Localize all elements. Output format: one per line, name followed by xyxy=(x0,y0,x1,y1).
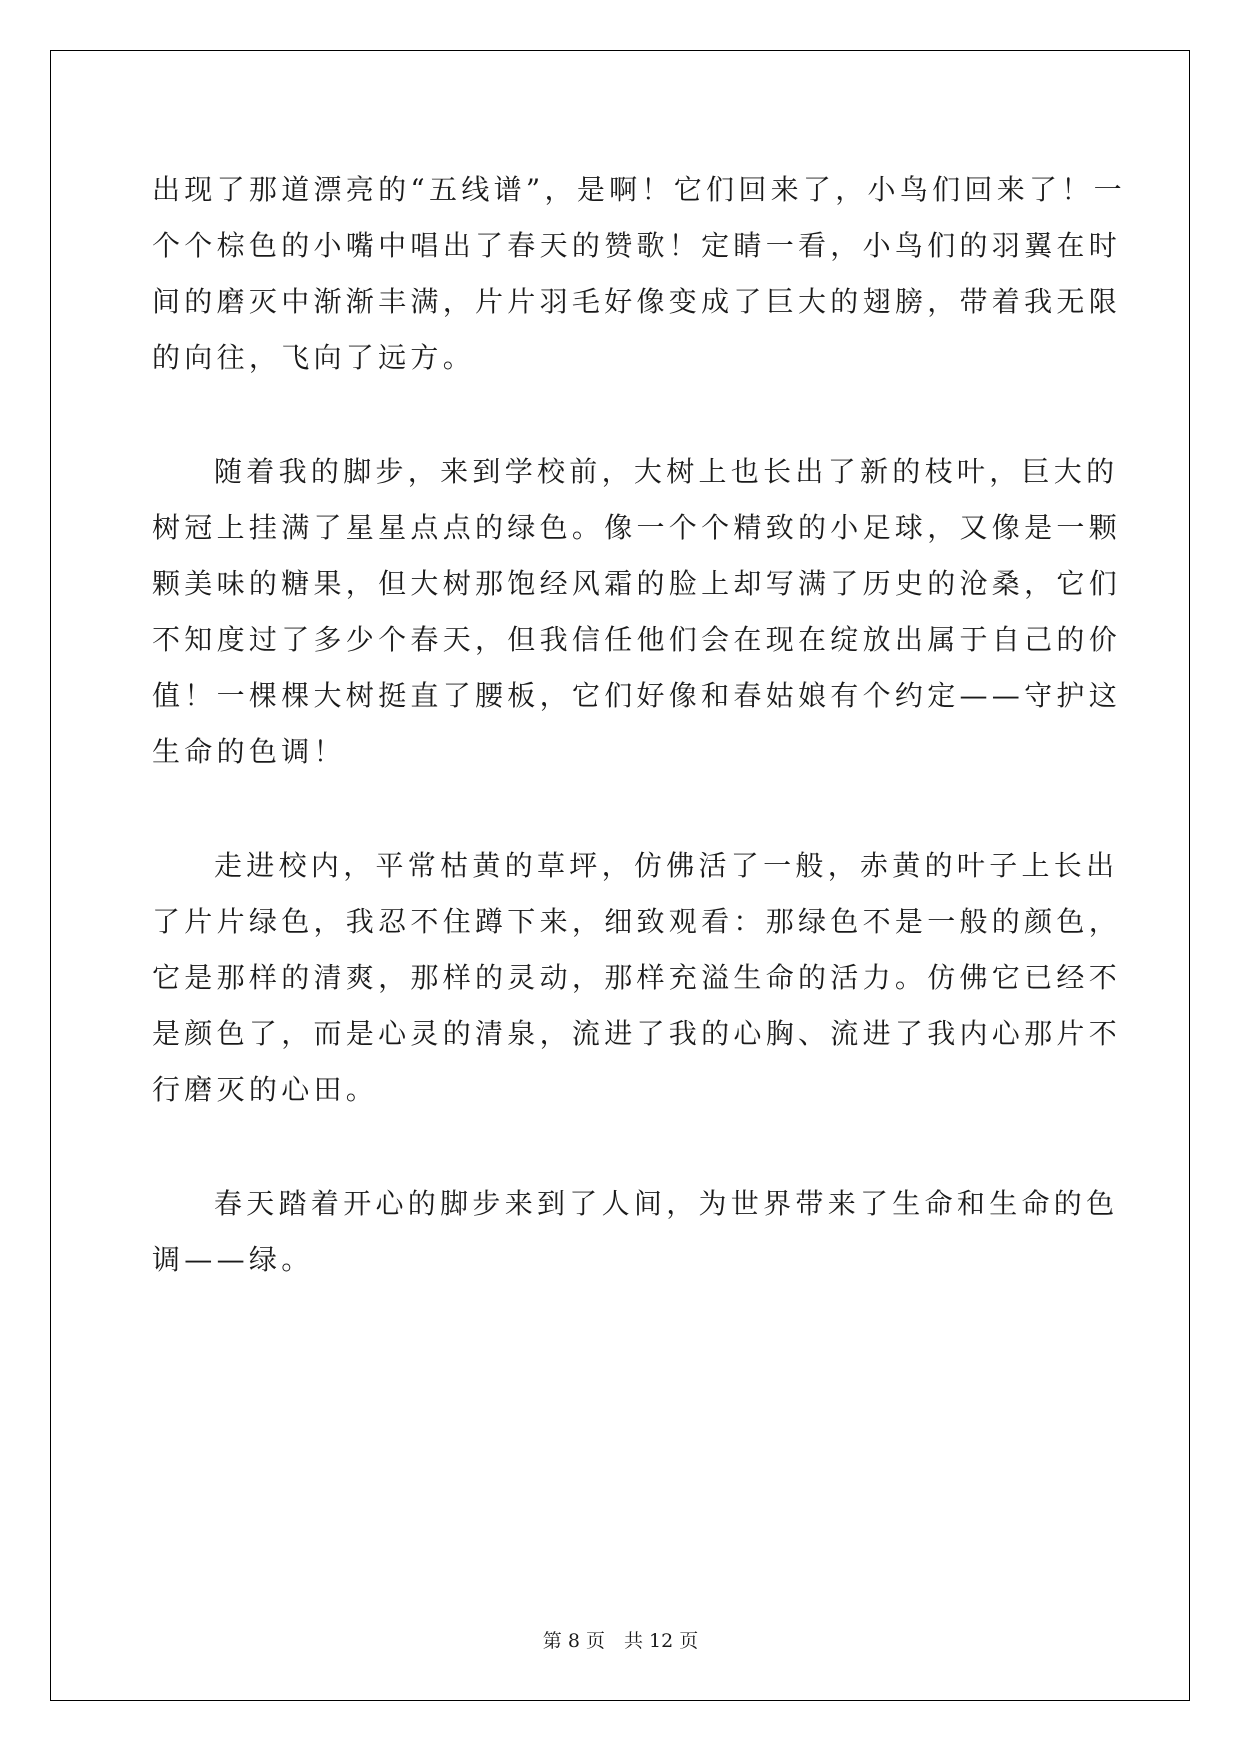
text-line: 间的磨灭中渐渐丰满，片片羽毛好像变成了巨大的翅膀，带着我无限 xyxy=(152,285,1122,318)
page-number-footer: 第 8 页 共 12 页 xyxy=(542,1630,699,1652)
text-line: 行磨灭的心田。 xyxy=(152,1073,379,1106)
text-line: 是颜色了，而是心灵的清泉，流进了我的心胸、流进了我内心那片不 xyxy=(152,1017,1122,1050)
text-line: 了片片绿色，我忍不住蹲下来，细致观看：那绿色不是一般的颜色， xyxy=(152,905,1122,938)
text-line: 它是那样的清爽，那样的灵动，那样充溢生命的活力。仿佛它已经不 xyxy=(152,961,1122,994)
text-line: 树冠上挂满了星星点点的绿色。像一个个精致的小足球，又像是一颗 xyxy=(152,511,1122,544)
text-line: 调——绿。 xyxy=(152,1243,314,1276)
text-line: 不知度过了多少个春天，但我信任他们会在现在绽放出属于自己的价 xyxy=(152,623,1122,656)
text-line: 值！一棵棵大树挺直了腰板，它们好像和春姑娘有个约定——守护这 xyxy=(152,679,1122,712)
text-line: 生命的色调！ xyxy=(152,735,346,768)
text-line: 随着我的脚步，来到学校前，大树上也长出了新的枝叶，巨大的 xyxy=(214,455,1119,488)
text-line: 颗美味的糖果，但大树那饱经风霜的脸上却写满了历史的沧桑，它们 xyxy=(152,567,1122,600)
text-line: 出现了那道漂亮的“五线谱”，是啊！它们回来了，小鸟们回来了！一 xyxy=(152,173,1126,206)
text-line: 个个棕色的小嘴中唱出了春天的赞歌！定睛一看，小鸟们的羽翼在时 xyxy=(152,229,1122,262)
text-line: 春天踏着开心的脚步来到了人间，为世界带来了生命和生命的色 xyxy=(214,1187,1119,1220)
text-line: 的向往，飞向了远方。 xyxy=(152,341,476,374)
document-body xyxy=(152,162,1126,1288)
text-line: 走进校内，平常枯黄的草坪，仿佛活了一般，赤黄的叶子上长出 xyxy=(214,849,1119,882)
